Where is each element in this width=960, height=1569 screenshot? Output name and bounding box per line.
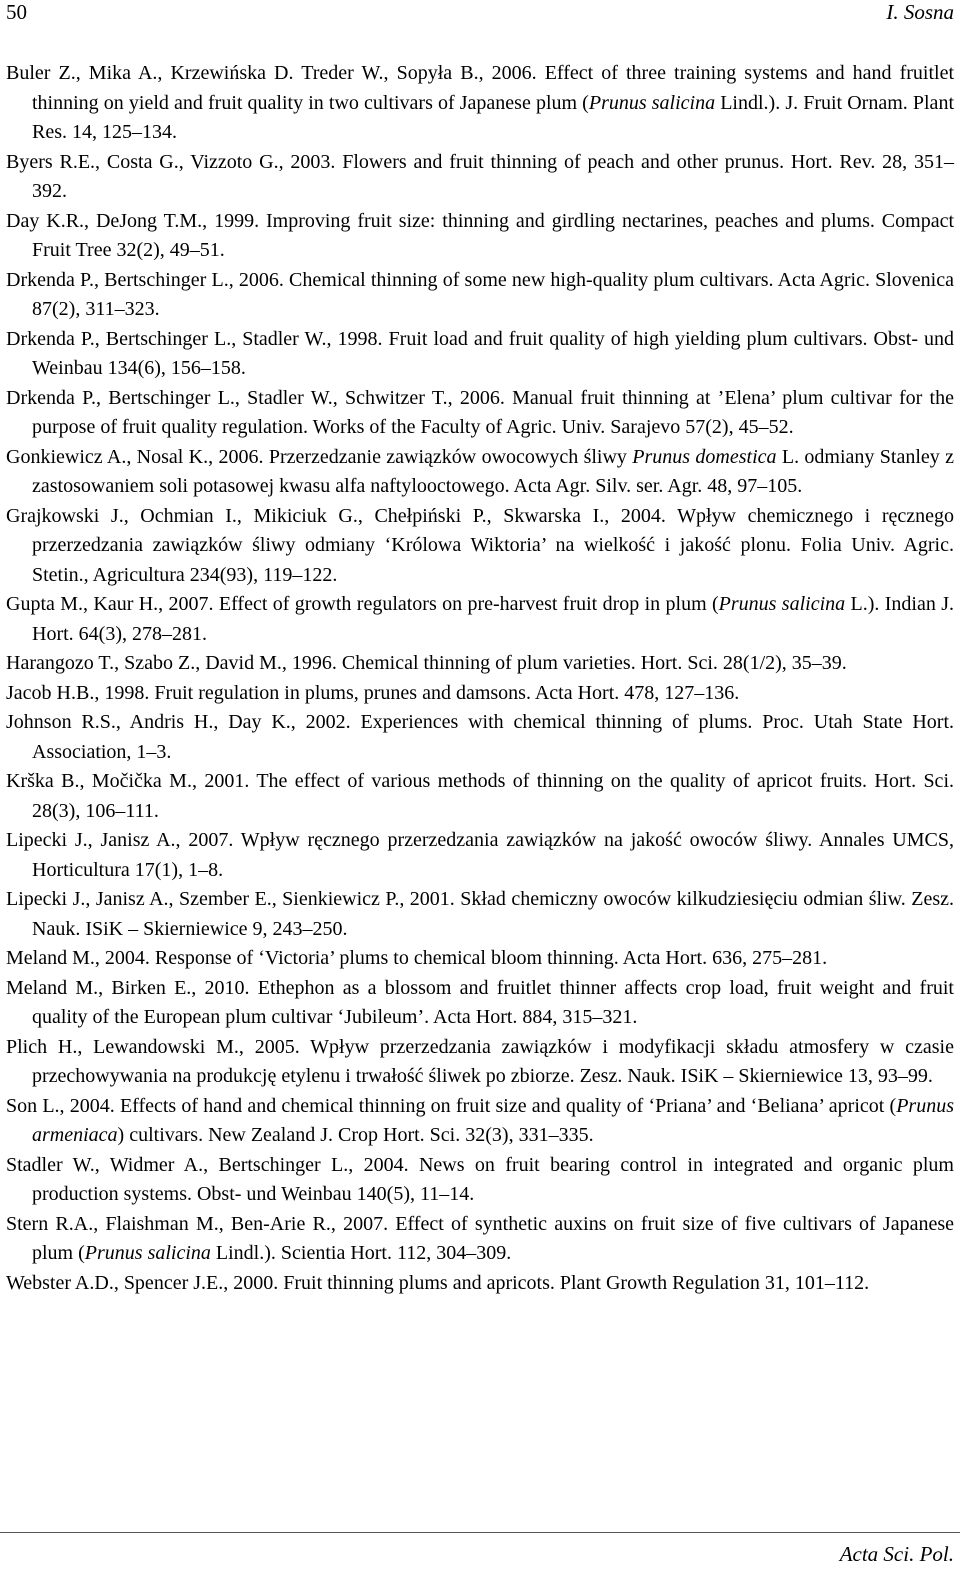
journal-name: Acta Sci. Pol.: [839, 1542, 954, 1566]
reference-entry: [6, 1269, 954, 1299]
reference-entry: [6, 590, 954, 649]
reference-entry: [6, 207, 954, 266]
reference-text: L. odmiany Stanley z zastosowaniem soli potasowej kwasu alfa naftylooctowego. Acta Agr. Silv. ser. Agr. 48, 97–105.: [32, 445, 954, 497]
species-name: Prunus salicina: [588, 91, 716, 114]
reference-entry: [6, 826, 954, 885]
reference-entry: [6, 1033, 954, 1092]
reference-entry: [6, 502, 954, 591]
reference-entry: [6, 384, 954, 443]
reference-text: Johnson R.S., Andris H., Day K., 2002. Experiences with chemical thinning of plums. Proc. Utah State Hort. Association, 1–3.: [6, 711, 954, 763]
reference-text: L.). Indian J. Hort. 64(3), 278–281.: [32, 593, 954, 645]
reference-text: Webster A.D., Spencer J.E., 2000. Fruit thinning plums and apricots. Plant Growth Regulation 31, 101–112.: [6, 1271, 870, 1294]
reference-text: Meland M., Birken E., 2010. Ethephon as a blossom and fruitlet thinner affects crop load, fruit weight and fruit quality of the European plum cultivar ‘Jubileum’. Acta Hort. 884, 315–321.: [6, 976, 954, 1028]
species-name: Prunus domestica: [632, 445, 777, 468]
reference-list: [6, 59, 954, 1298]
reference-entry: [6, 59, 954, 148]
reference-text: Grajkowski J., Ochmian I., Mikiciuk G., Chełpiński P., Skwarska I., 2004. Wpływ chemicznego i ręcznego przerzedzania zawiązków śliwy odmiany ‘Królowa Wiktoria’ na wielkość i jakość plonu. Folia Univ. Agric. Stetin., Agricultura 234(93), 119–122.: [6, 504, 954, 586]
species-name: Prunus armeniaca: [32, 1094, 954, 1146]
reference-text: Stern R.A., Flaishman M., Ben-Arie R., 2007. Effect of synthetic auxins on fruit size of five cultivars of Japanese plum (: [6, 1212, 954, 1264]
reference-text: Lindl.). J. Fruit Ornam. Plant Res. 14, 125–134.: [32, 91, 954, 143]
reference-entry: [6, 1092, 954, 1151]
reference-text: Day K.R., DeJong T.M., 1999. Improving fruit size: thinning and girdling nectarines, peaches and plums. Compact Fruit Tree 32(2), 49–51.: [6, 209, 954, 261]
running-head: I. Sosna: [886, 0, 954, 24]
reference-text: Son L., 2004. Effects of hand and chemical thinning on fruit size and quality of ‘Priana’ and ‘Beliana’ apricot (: [6, 1094, 897, 1117]
species-name: Prunus salicina: [718, 593, 846, 615]
reference-text: Stadler W., Widmer A., Bertschinger L., 2004. News on fruit bearing control in integrated and organic plum production systems. Obst- und Weinbau 140(5), 11–14.: [6, 1153, 954, 1205]
reference-text: Lipecki J., Janisz A., Szember E., Sienkiewicz P., 2001. Skład chemiczny owoców kilkudziesięciu odmian śliw. Zesz. Nauk. ISiK – Skierniewice 9, 243–250.: [6, 888, 954, 940]
reference-text: Plich H., Lewandowski M., 2005. Wpływ przerzedzania zawiązków i modyfikacji składu atmosfery w czasie przechowywania na produkcję etylenu i trwałość śliwek po zbiorze. Zesz. Nauk. ISiK – Skierniewice 13, 93–99.: [6, 1035, 954, 1087]
reference-text: Drkenda P., Bertschinger L., Stadler W., 1998. Fruit load and fruit quality of high yielding plum cultivars. Obst- und Weinbau 134(6), 156–158.: [6, 327, 954, 379]
reference-text: Krška B., Močička M., 2001. The effect of various methods of thinning on the quality of apricot fruits. Hort. Sci. 28(3), 106–111.: [6, 770, 954, 822]
reference-text: Byers R.E., Costa G., Vizzoto G., 2003. Flowers and fruit thinning of peach and other prunus. Hort. Rev. 28, 351–392.: [6, 150, 954, 202]
reference-entry: [6, 148, 954, 207]
reference-entry: [6, 767, 954, 826]
reference-text: ) cultivars. New Zealand J. Crop Hort. Sci. 32(3), 331–335.: [117, 1124, 594, 1146]
reference-entry: [6, 325, 954, 384]
reference-entry: [6, 1210, 954, 1269]
reference-entry: [6, 1151, 954, 1210]
page-number: 50: [6, 0, 27, 24]
reference-entry: [6, 679, 954, 709]
reference-entry: [6, 443, 954, 502]
reference-text: Gupta M., Kaur H., 2007. Effect of growth regulators on pre-harvest fruit drop in plum (: [6, 593, 719, 615]
reference-text: Buler Z., Mika A., Krzewińska D. Treder W., Sopyła B., 2006. Effect of three training systems and hand fruitlet thinning on yield and fruit quality in two cultivars of Japanese plum (: [6, 62, 954, 114]
reference-entry: [6, 266, 954, 325]
species-name: Prunus salicina: [84, 1242, 211, 1264]
reference-text: Drkenda P., Bertschinger L., Stadler W., Schwitzer T., 2006. Manual fruit thinning at ’Elena’ plum cultivar for the purpose of fruit quality regulation. Works of the Faculty of Agric. Univ. Sarajevo 57(2), 45–52.: [6, 386, 954, 438]
reference-entry: [6, 649, 954, 679]
reference-entry: [6, 944, 954, 974]
reference-text: Jacob H.B., 1998. Fruit regulation in plums, prunes and damsons. Acta Hort. 478, 127–136.: [6, 681, 740, 704]
footer-divider: [0, 1532, 960, 1533]
reference-entry: [6, 974, 954, 1033]
reference-text: Meland M., 2004. Response of ‘Victoria’ plums to chemical bloom thinning. Acta Hort. 636, 275–281.: [6, 947, 828, 969]
reference-entry: [6, 708, 954, 767]
reference-text: Harangozo T., Szabo Z., David M., 1996. Chemical thinning of plum varieties. Hort. Sci. 28(1/2), 35–39.: [6, 652, 847, 674]
reference-entry: [6, 885, 954, 944]
reference-text: Drkenda P., Bertschinger L., 2006. Chemical thinning of some new high-quality plum cultivars. Acta Agric. Slovenica 87(2), 311–323.: [6, 268, 954, 320]
reference-text: Lipecki J., Janisz A., 2007. Wpływ ręcznego przerzedzania zawiązków na jakość owoców śliwy. Annales UMCS, Horticultura 17(1), 1–8.: [6, 829, 954, 881]
reference-text: Gonkiewicz A., Nosal K., 2006. Przerzedzanie zawiązków owocowych śliwy: [6, 445, 633, 468]
reference-text: Lindl.). Scientia Hort. 112, 304–309.: [210, 1242, 512, 1264]
